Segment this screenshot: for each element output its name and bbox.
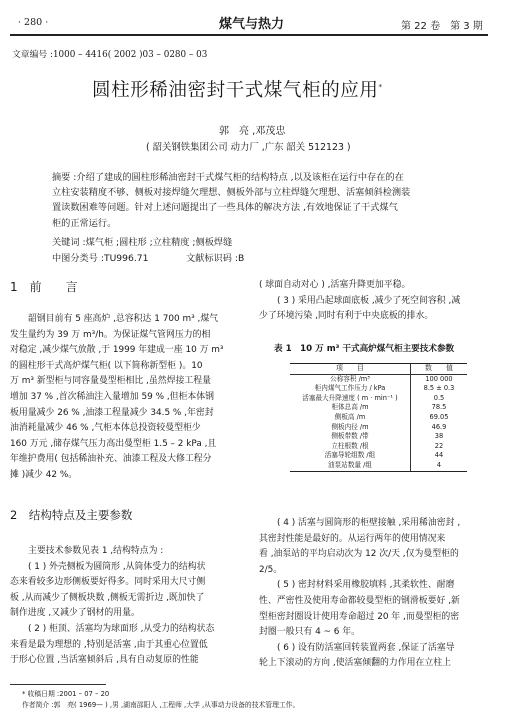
body-line: 主要技术参数见表 1 ,结构特点为 : bbox=[28, 546, 164, 556]
table-cell: 活塞导轮组数 /组 bbox=[290, 451, 411, 461]
body-line: ( 5 ) 密封材料采用橡胶填料 ,其柔软性、耐磨 bbox=[277, 580, 455, 591]
body-line: 160 万元 ,储存煤气压力高出曼型柜 1.5 – 2 kPa ,且 bbox=[10, 438, 217, 449]
body-line: 万 m³ 新型柜与同容量曼型柜相比 ,虽然焊接工程量 bbox=[10, 376, 211, 387]
body-line: 板 ,从而减少了侧板块数 ,侧板无需折边 ,既加快了 bbox=[10, 592, 205, 603]
table-cell: 44 bbox=[434, 451, 444, 460]
table-row bbox=[290, 461, 467, 471]
section1-heading: 1 前 言 bbox=[10, 280, 78, 294]
parameter-table bbox=[290, 363, 467, 472]
table-cell: 100 000 bbox=[425, 374, 453, 383]
table-cell: 侧板高 /m bbox=[290, 413, 411, 423]
table-col-header: 项 目 bbox=[290, 364, 411, 374]
body-line: 增加 37 % ,首次稀油注入量增加 59 % ,但柜本体钢 bbox=[10, 391, 215, 402]
table-caption: 表 1 10 万 m³ 干式高炉煤气柜主要技术参数 bbox=[274, 344, 455, 354]
right-column-top bbox=[259, 278, 495, 325]
body-line: 态来看较多边形侧板要好得多。同时采用大尺寸侧 bbox=[10, 577, 206, 588]
body-line: 型柜密封圈设计使用寿命超过 20 年 ,而曼型柜的密 bbox=[259, 611, 460, 622]
body-line: 来看是最为理想的 ,特别是活塞 ,由于其重心位置低 bbox=[10, 639, 208, 650]
body-line: ( 3 ) 采用凸起球面底板 ,减少了死空间容积 ,减 bbox=[277, 295, 461, 306]
table-cell: 油泵站数量 /组 bbox=[290, 461, 411, 471]
table-cell: 69.05 bbox=[429, 412, 449, 421]
table-cell: 柜体总高 /m bbox=[290, 403, 411, 413]
body-line: 发生量约为 39 万 m³/h。为保证煤气管网压力的相 bbox=[10, 329, 211, 340]
affiliation: ( 韶关钢铁集团公司 动力厂 ,广东 韶关 512123 ) bbox=[146, 142, 351, 153]
title-footnote-mark: * bbox=[378, 82, 383, 91]
body-line: 对稳定 ,减少煤气放散 ,于 1999 年建成一座 10 万 m³ bbox=[10, 345, 224, 356]
body-line: 板用量减少 26 % ,油漆工程量减少 34.5 % ,年密封 bbox=[10, 407, 214, 418]
body-line: ( 6 ) 设有防活塞回转装置两套 ,保证了活塞导 bbox=[277, 642, 455, 653]
body-line: 2/5。 bbox=[259, 564, 283, 575]
body-line: 制作进度 ,又减少了钢材的用量。 bbox=[10, 608, 140, 619]
abstract-line: 柜的正常运行。 bbox=[52, 217, 117, 229]
table-cell: 46.9 bbox=[431, 422, 447, 431]
table-cell: 侧板带数 /带 bbox=[290, 432, 411, 442]
body-line: 其密封性能是最好的。从运行两年的使用情况来 bbox=[259, 533, 446, 544]
classification: 中图分类号 :TU996.71 bbox=[52, 253, 149, 264]
journal-volume: 第 22 卷 第 3 期 bbox=[401, 21, 483, 32]
keywords: 关键词 :煤气柜 ;圆柱形 ;立柱精度 ;侧板焊缝 bbox=[52, 237, 233, 248]
table-row bbox=[290, 451, 467, 461]
body-line: 年维护费用( 包括稀油补充、油漆工程及大修工程分 bbox=[10, 454, 212, 465]
table-row bbox=[290, 432, 467, 442]
page-number: · 280 · bbox=[18, 17, 49, 28]
section2-heading: 2 结构特点及主要参数 bbox=[10, 508, 133, 522]
table-cell: 4 bbox=[436, 460, 442, 469]
document-code: 文献标识码 :B bbox=[186, 253, 245, 264]
article-id: 文章编号 :1000 – 4416( 2002 )03 – 0280 – 03 bbox=[12, 50, 208, 60]
table-cell: 22 bbox=[434, 441, 444, 450]
table-row bbox=[290, 374, 467, 384]
table-row bbox=[290, 413, 467, 423]
table-cell: 38 bbox=[434, 432, 444, 441]
body-line: 油消耗量减少 46 % ,气柜本体总投资较曼型柜少 bbox=[10, 423, 201, 434]
body-line: 性、严密性及使用寿命都较曼型柜的钢滑板要好 ,新 bbox=[259, 595, 460, 606]
header-rule bbox=[10, 34, 488, 36]
table-cell: 柜内煤气工作压力 / kPa bbox=[290, 384, 411, 394]
body-line: ( 4 ) 活塞与圆筒形的柜壁接触 ,采用稀油密封 , bbox=[277, 518, 461, 528]
table-row bbox=[290, 403, 467, 413]
body-line: 少了环境污染 ,同时有利于中央底板的排水。 bbox=[259, 311, 434, 322]
journal-name: 煤气与热力 bbox=[219, 17, 285, 32]
table-header-row bbox=[290, 364, 467, 374]
abstract-line: 摘要 :介绍了建成的圆柱形稀油密封干式煤气柜的结构特点 ,以及该柜在运行中存在的在 bbox=[52, 172, 404, 183]
body-line: 韶钢目前有 5 座高炉 ,总容积达 1 700 m³ ,煤气 bbox=[28, 314, 219, 324]
body-line: ( 2 ) 柜顶、活塞均为球面形 ,从受力的结构状态 bbox=[28, 623, 215, 634]
abstract-line: 立柱安装精度不够、侧板对接焊缝欠理想、侧板外部与立柱焊缝欠理想、活塞倾斜检测装 bbox=[52, 187, 411, 199]
footnote-rule bbox=[10, 684, 106, 685]
table-cell: 活塞最大升降速度 ( m · min⁻¹ ) bbox=[290, 394, 411, 404]
table-cell: 侧板内径 /m bbox=[290, 423, 411, 433]
table-row bbox=[290, 394, 467, 404]
abstract-line: 置读数困难等问题。针对上述问题提出了一些具体的解决方法 ,有效地保证了干式煤气 bbox=[52, 202, 398, 214]
table-row bbox=[290, 423, 467, 433]
right-column-bottom bbox=[259, 516, 495, 672]
article-title bbox=[92, 76, 383, 102]
body-line: 的圆柱形干式高炉煤气柜( 以下简称新型柜 )。10 bbox=[10, 360, 203, 371]
body-line: ( 球面自动对心 ) ,活塞升降更加平稳。 bbox=[259, 280, 411, 290]
table-cell: 0.5 bbox=[433, 393, 445, 402]
body-line: 看 ,油泵站的平均启动次为 12 次/天 ,仅为曼型柜的 bbox=[259, 549, 459, 560]
table-row bbox=[290, 442, 467, 452]
section1-body bbox=[10, 312, 246, 484]
title-text: 圆柱形稀油密封干式煤气柜的应用 bbox=[92, 80, 379, 101]
authors: 郭 亮 ,邓茂忠 bbox=[219, 126, 286, 137]
table-row bbox=[290, 384, 467, 394]
table-col-header: 数 值 bbox=[411, 364, 468, 374]
body-line: 封圈一般只有 4 ~ 6 年。 bbox=[259, 627, 361, 638]
footnote-received: * 收稿日期 :2001 – 07 – 20 bbox=[22, 690, 110, 698]
body-line: ( 1 ) 外壳侧板为圆筒形 ,从筒体受力的结构状 bbox=[28, 561, 206, 572]
table-cell: 立柱根数 /根 bbox=[290, 442, 411, 452]
footnote-author: 作者简介 :郭 亮( 1969— ) ,男 ,湖南邵阳人 ,工程师 ,大学 ,从事动力设备的技术管理工作。 bbox=[22, 701, 300, 709]
body-line: 轮上下滚动的方向 ,使活塞倾翻的力作用在立柱上 bbox=[259, 658, 452, 669]
table-cell: 8.5 ± 0.3 bbox=[423, 384, 455, 393]
body-line: 于形心位置 ,当活塞倾斜后 ,具有自动复原的性能 bbox=[10, 655, 199, 666]
section2-body bbox=[10, 544, 246, 669]
table-cell: 公称容积 /m³ bbox=[290, 374, 411, 384]
body-line: 摊 )减少 42 %。 bbox=[10, 469, 78, 480]
abstract bbox=[52, 170, 472, 231]
table-cell: 78.5 bbox=[431, 403, 447, 412]
